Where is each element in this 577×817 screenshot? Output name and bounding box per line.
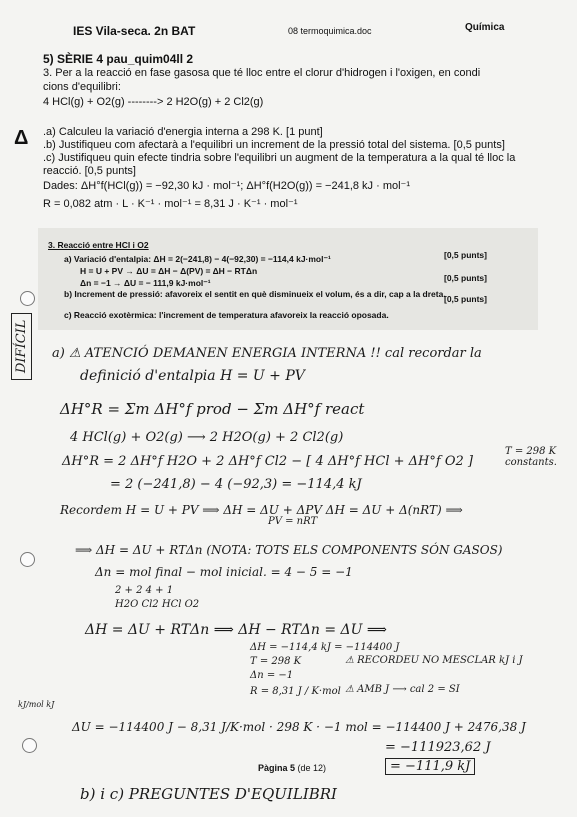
hw-line-9: Δn = mol final − mol inicial. = 4 − 5 = −1 [95,565,353,579]
page-number [258,763,326,773]
hw-line-15: Δn = −1 [250,670,294,681]
answer-b-points: [0,5 punts] [444,294,487,304]
hw-line-22: b) i c) PREGUNTES D'EQUILIBRI [80,785,337,803]
data-line-2: R = 0,082 atm · L · K⁻¹ · mol⁻¹ = 8,31 J · K⁻¹ · mol⁻¹ [43,198,298,210]
hw-line-2: definició d'entalpia H = U + PV [80,368,305,384]
subject-label: Química [465,22,505,33]
warning-delta-mark: Δ [14,127,29,149]
difficulty-tag: DIFÍCIL [11,313,32,380]
binder-hole [22,738,37,753]
hw-line-11: H2O Cl2 HCl O2 [115,599,200,610]
hw-line-16: R = 8,31 J / K·mol [250,686,341,697]
series-title: 5) SÈRIE 4 pau_quim04ll 2 [43,52,194,66]
answer-a-1-points: [0,5 punts] [444,250,487,260]
page-label: Pàgina 5 [258,763,296,773]
hw-line-1: a) ⚠ ATENCIÓ DEMANEN ENERGIA INTERNA !! cal recordar la [52,346,482,361]
hw-line-10: 2 + 2 4 + 1 [115,585,174,596]
answer-a-1: a) Variació d'entalpia: ΔH = 2(−241,8) − 4(−92,30) = −114,4 kJ·mol⁻¹ [64,254,331,264]
data-line-1: Dades: ΔH°f(HCl(g)) = −92,30 kJ · mol⁻¹; ΔH°f(H2O(g)) = −241,8 kJ · mol⁻¹ [43,180,411,192]
hw-line-4: 4 HCl(g) + O2(g) ⟶ 2 H2O(g) + 2 Cl2(g) [70,430,344,445]
file-name: 08 termoquimica.doc [288,26,372,36]
binder-hole [20,552,35,567]
hw-line-20: = −111923,62 J [385,740,491,755]
answer-key-title: 3. Reacció entre HCl i O2 [48,240,149,250]
binder-hole [20,291,35,306]
hw-line-7b: PV = nRT [268,516,318,527]
hw-line-6: = 2 (−241,8) − 4 (−92,3) = −114,4 kJ [110,477,362,492]
hw-line-7: Recordem H = U + PV ⟹ ΔH = ΔU + ΔPV ΔH = ΔU + Δ(nRT) ⟹ [60,503,463,517]
reaction-equation: 4 HCl(g) + O2(g) --------> 2 H2O(g) + 2 Cl2(g) [43,96,264,108]
statement-line-1: 3. Per a la reacció en fase gasosa que té lloc entre el clorur d'hidrogen i l'oxigen, en condi [43,67,481,79]
hw-line-14: T = 298 K [250,656,302,667]
statement-line-2: cions d'equilibri: [43,81,121,93]
question-c-cont: reacció. [0,5 punts] [43,165,136,177]
school-header: IES Vila-seca. 2n BAT [73,24,196,38]
page-total: (de 12) [297,763,327,773]
answer-a-3-points: [0,5 punts] [444,273,487,283]
question-b: .b) Justifiqueu com afectarà a l'equilibri un increment de la pressió total del sistema. [0,5 punts] [43,139,505,151]
answer-a-3: Δn = −1 → ΔU = − 111,9 kJ·mol⁻¹ [80,278,211,288]
question-a: .a) Calculeu la variació d'energia interna a 298 K. [1 punt] [43,126,323,138]
hw-line-21: = −111,9 kJ [385,758,475,775]
hw-line-12: ΔH = ΔU + RTΔn ⟹ ΔH − RTΔn = ΔU ⟹ [85,622,387,638]
hw-side-note: T = 298 K constants. [505,446,557,468]
question-c: .c) Justifiqueu quin efecte tindria sobre l'equilibri un augment de la temperatura a la qual té lloc la [43,152,516,164]
answer-c: c) Reacció exotèrmica: l'increment de temperatura afavoreix la reacció oposada. [64,310,389,320]
hw-line-19: ΔU = −114400 J − 8,31 J/K·mol · 298 K · −1 mol = −114400 J + 2476,38 J [72,720,526,734]
hw-line-5: ΔH°R = 2 ΔH°f H2O + 2 ΔH°f Cl2 − [ 4 ΔH°f HCl + ΔH°f O2 ] [62,454,473,469]
hw-line-18: ⚠ AMB J ⟶ cal 2 = SI [345,684,460,695]
answer-b: b) Increment de pressió: afavoreix el sentit en què disminueix el volum, és a dir, cap a la dreta. [64,289,446,299]
answer-a-2: H = U + PV → ΔU = ΔH − Δ(PV) = ΔH − RTΔn [80,266,258,276]
hw-line-13: ΔH = −114,4 kJ = −114400 J [250,642,400,653]
hw-line-8: ⟹ ΔH = ΔU + RTΔn (NOTA: TOTS ELS COMPONENTS SÓN GASOS) [75,543,503,557]
hw-margin-note: kJ/mol kJ [18,700,55,709]
hw-line-3: ΔH°R = Σm ΔH°f prod − Σm ΔH°f react [60,400,365,418]
hw-line-17: ⚠ RECORDEU NO MESCLAR kJ i J [345,655,523,666]
